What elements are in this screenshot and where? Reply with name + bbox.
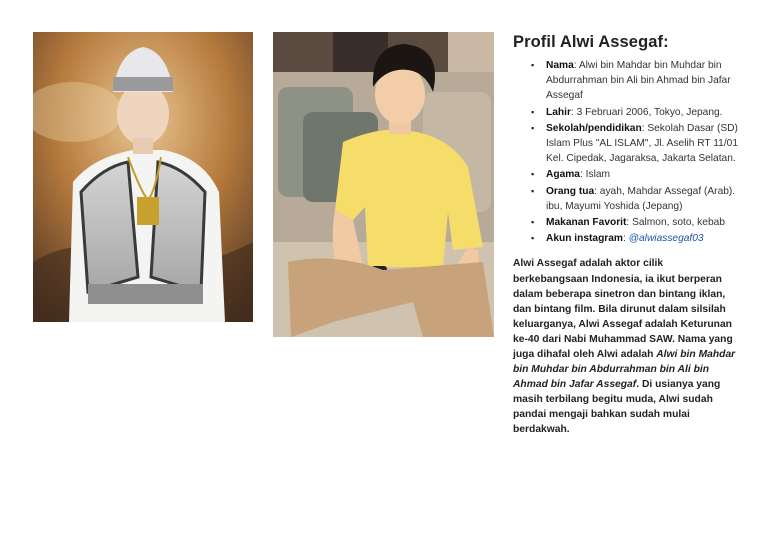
item-label: Lahir — [546, 106, 571, 118]
item-label: Akun instagram — [546, 233, 623, 245]
photo-traditional-attire — [33, 32, 253, 322]
item-label: Orang tua — [546, 185, 595, 197]
item-value: : Salmon, soto, kebab — [626, 217, 725, 229]
item-label: Agama — [546, 169, 580, 181]
item-label: Sekolah/pendidikan — [546, 122, 642, 134]
instagram-link[interactable]: @alwiassegaf03 — [628, 233, 704, 245]
list-item-nama — [546, 58, 753, 104]
item-label: Makanan Favorit — [546, 217, 627, 229]
profile-list — [513, 58, 753, 246]
item-label: Nama — [546, 60, 574, 71]
item-value: : Islam — [579, 169, 610, 181]
item-value: : Sekolah Dasar (SD) Islam Plus "AL ISLAM", Jl. Aselih RT 11/01 Kel. Cipedak, Jagaraksa, Jakarta Selatan. — [546, 122, 739, 165]
item-value: : 3 Februari 2006, Tokyo, Jepang. — [570, 106, 723, 118]
list-item-lahir — [546, 105, 753, 120]
bio-text-part2: . Di usianya yang masih terbilang begitu muda, Alwi sudah pandai mengaji bahkan sudah mulai berdakwah. — [513, 379, 721, 436]
list-item-makanan — [546, 215, 753, 230]
photo-yellow-shirt — [273, 32, 494, 337]
list-item-sekolah — [546, 121, 753, 167]
bio-paragraph — [513, 256, 741, 437]
item-value: : ayah, Mahdar Assegaf (Arab). ibu, Mayumi Yoshida (Jepang) — [546, 185, 736, 212]
bio-full-name: Alwi bin Mahdar bin Muhdar bin Abdurrahman bin Ali bin Ahmad bin Jafar Assegaf — [513, 349, 736, 391]
profile-title: Profil Alwi Assegaf: — [513, 33, 669, 51]
list-item-orang-tua — [546, 184, 753, 214]
list-item-agama — [546, 167, 753, 182]
bio-text-part1: Alwi Assegaf adalah aktor cilik berkebangsaan Indonesia, ia ikut berperan dalam beberapa sinetron dan bintang iklan, dan bintang film. Bila dirunut dalam silsilah keluarganya, Alwi Assegaf adalah Keturunan ke-40 dari Nabi Muhammad SAW. Nama yang juga dihafal oleh Alwi adalah — [513, 258, 733, 360]
profile-section — [513, 33, 753, 438]
item-value: : Alwi bin Mahdar bin Muhdar bin Abdurrahman bin Ali bin Ahmad bin Jafar Assegaf — [546, 60, 731, 102]
list-item-instagram — [546, 231, 753, 246]
item-separator: : — [623, 233, 629, 245]
